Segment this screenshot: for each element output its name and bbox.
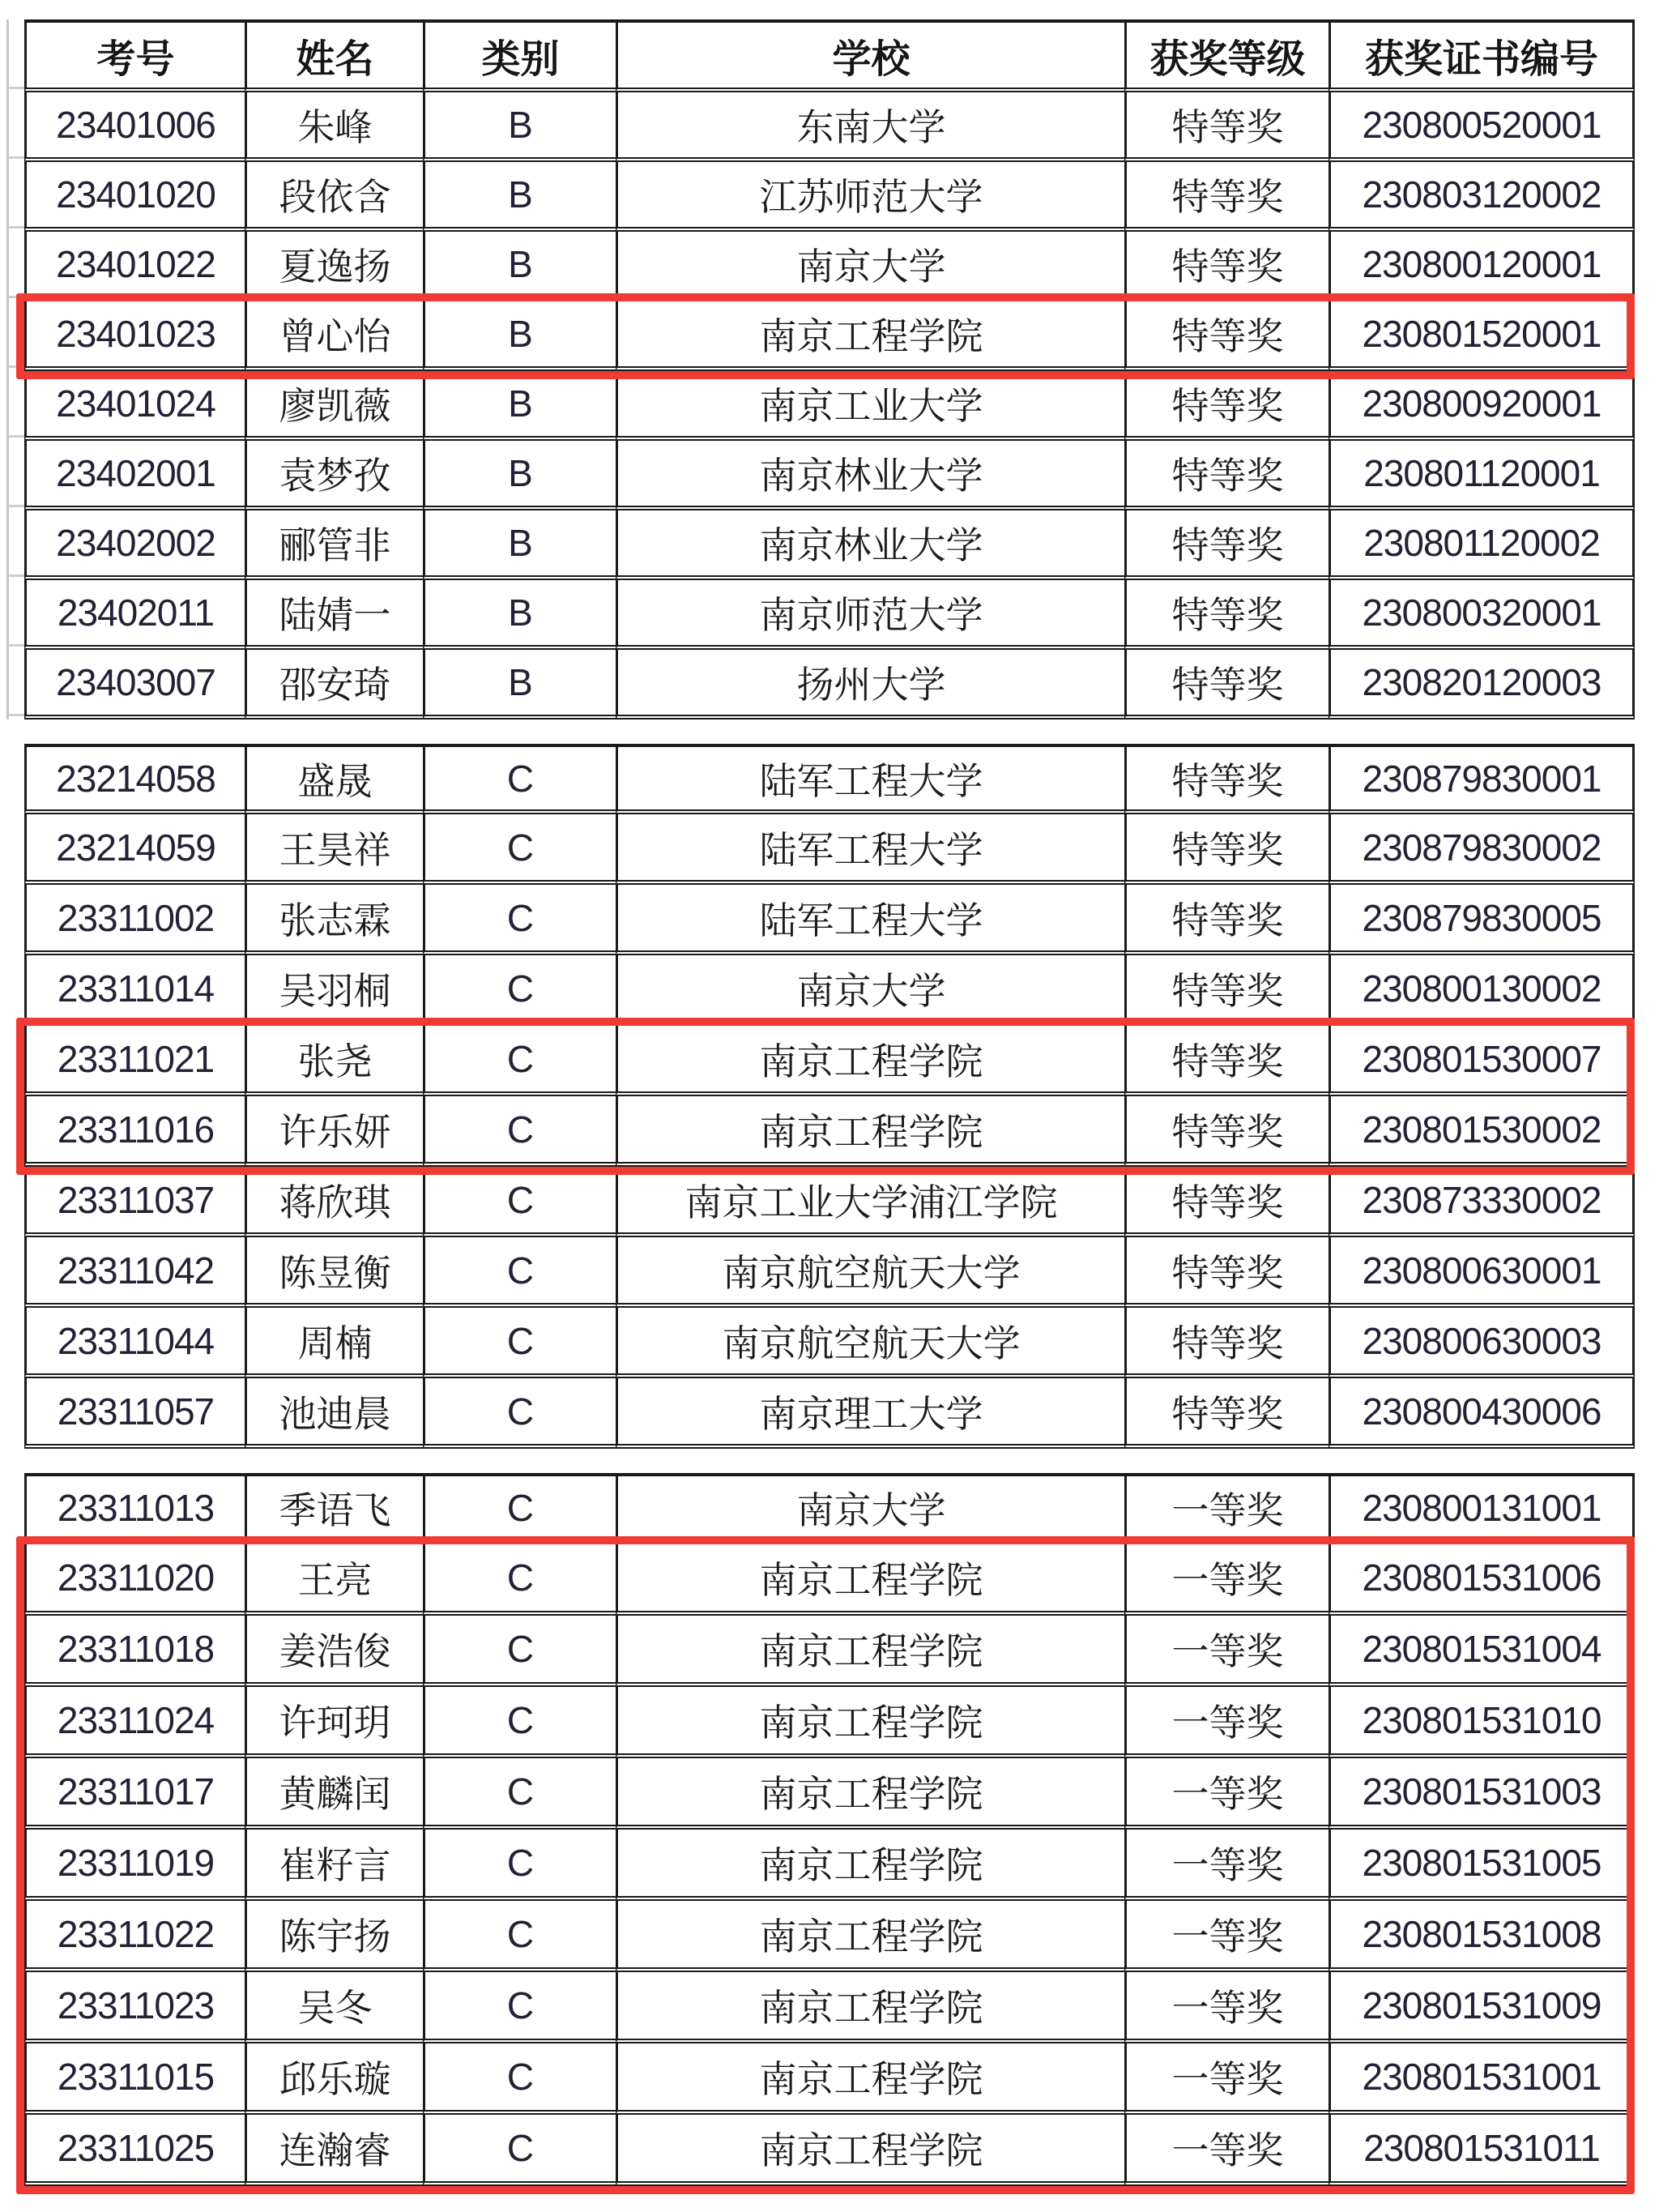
cell-school: 南京工程学院	[616, 1830, 1124, 1901]
cell-certificate-number: 230801531005	[1328, 1830, 1635, 1901]
cell-exam-number: 23311057	[24, 1378, 245, 1449]
cell-certificate-number: 230801531010	[1328, 1687, 1635, 1758]
cell-name: 王昊祥	[245, 814, 423, 885]
cell-category: B	[423, 441, 616, 510]
cell-certificate-number: 230801531004	[1328, 1616, 1635, 1687]
cell-certificate-number: 230800520001	[1328, 92, 1635, 162]
cell-certificate-number: 230879830001	[1328, 744, 1635, 814]
table-row	[24, 1758, 1635, 1830]
cell-certificate-number: 230800120001	[1328, 232, 1635, 301]
cell-award-level: 特等奖	[1124, 1096, 1328, 1167]
table-row	[24, 232, 1635, 301]
cell-school: 扬州大学	[616, 650, 1124, 720]
cell-name: 陆婧一	[245, 580, 423, 650]
cell-certificate-number: 230800131001	[1328, 1473, 1635, 1544]
table-row	[24, 510, 1635, 580]
cell-category: C	[423, 955, 616, 1026]
cell-certificate-number: 230801531009	[1328, 1972, 1635, 2043]
cell-award-level: 一等奖	[1124, 2043, 1328, 2115]
cell-exam-number: 23401023	[24, 301, 245, 371]
cell-award-level: 特等奖	[1124, 1378, 1328, 1449]
cell-school: 江苏师范大学	[616, 162, 1124, 232]
cell-school: 南京工程学院	[616, 1096, 1124, 1167]
cell-certificate-number: 230873330002	[1328, 1167, 1635, 1237]
cell-school: 南京航空航天大学	[616, 1237, 1124, 1308]
cell-name: 朱峰	[245, 92, 423, 162]
cell-award-level: 特等奖	[1124, 371, 1328, 441]
award-table	[24, 1473, 1635, 2186]
cell-name: 袁梦孜	[245, 441, 423, 510]
cell-exam-number: 23311044	[24, 1308, 245, 1378]
cell-award-level: 一等奖	[1124, 1830, 1328, 1901]
cell-certificate-number: 230879830002	[1328, 814, 1635, 885]
cell-name: 张尧	[245, 1026, 423, 1096]
column-header-award-level: 获奖等级	[1124, 19, 1328, 92]
cell-award-level: 特等奖	[1124, 1308, 1328, 1378]
table-row	[24, 814, 1635, 885]
cell-exam-number: 23401020	[24, 162, 245, 232]
cell-certificate-number: 230801531001	[1328, 2043, 1635, 2115]
cell-name: 邱乐璇	[245, 2043, 423, 2115]
cell-name: 陈宇扬	[245, 1901, 423, 1972]
table-row	[24, 371, 1635, 441]
cell-award-level: 特等奖	[1124, 1167, 1328, 1237]
cell-certificate-number: 230800430006	[1328, 1378, 1635, 1449]
table-header-row	[24, 19, 1635, 92]
cell-category: B	[423, 650, 616, 720]
cell-school: 南京工程学院	[616, 1616, 1124, 1687]
cell-certificate-number: 230801530007	[1328, 1026, 1635, 1096]
cell-exam-number: 23311017	[24, 1758, 245, 1830]
cell-category: B	[423, 371, 616, 441]
table-row	[24, 1901, 1635, 1972]
cell-award-level: 特等奖	[1124, 441, 1328, 510]
award-table	[24, 744, 1635, 1449]
cell-award-level: 一等奖	[1124, 1616, 1328, 1687]
cell-category: B	[423, 510, 616, 580]
table-row	[24, 1026, 1635, 1096]
table-row	[24, 1473, 1635, 1544]
cell-school: 南京工程学院	[616, 1901, 1124, 1972]
cell-exam-number: 23311023	[24, 1972, 245, 2043]
cell-name: 周楠	[245, 1308, 423, 1378]
cell-category: C	[423, 2043, 616, 2115]
table-row	[24, 441, 1635, 510]
cell-school: 南京工程学院	[616, 1972, 1124, 2043]
cell-award-level: 一等奖	[1124, 1687, 1328, 1758]
cell-exam-number: 23311025	[24, 2115, 245, 2186]
cell-school: 南京工业大学浦江学院	[616, 1167, 1124, 1237]
cell-category: C	[423, 1758, 616, 1830]
cell-exam-number: 23311016	[24, 1096, 245, 1167]
cell-exam-number: 23403007	[24, 650, 245, 720]
cell-category: C	[423, 1308, 616, 1378]
cell-award-level: 特等奖	[1124, 955, 1328, 1026]
cell-award-level: 特等奖	[1124, 510, 1328, 580]
table-row	[24, 162, 1635, 232]
cell-school: 南京工程学院	[616, 1026, 1124, 1096]
cell-category: C	[423, 1616, 616, 1687]
table-row	[24, 1972, 1635, 2043]
table-row	[24, 1096, 1635, 1167]
cell-name: 王亮	[245, 1544, 423, 1616]
table-row	[24, 1167, 1635, 1237]
cell-school: 南京林业大学	[616, 441, 1124, 510]
cell-school: 南京工程学院	[616, 1687, 1124, 1758]
cell-award-level: 一等奖	[1124, 1473, 1328, 1544]
cell-exam-number: 23311019	[24, 1830, 245, 1901]
cell-exam-number: 23311013	[24, 1473, 245, 1544]
cell-category: B	[423, 92, 616, 162]
cell-award-level: 特等奖	[1124, 1237, 1328, 1308]
award-table	[24, 19, 1635, 720]
cell-name: 蒋欣琪	[245, 1167, 423, 1237]
cell-exam-number: 23311021	[24, 1026, 245, 1096]
cell-name: 吴冬	[245, 1972, 423, 2043]
cell-name: 郦管非	[245, 510, 423, 580]
cell-certificate-number: 230800630001	[1328, 1237, 1635, 1308]
cell-award-level: 特等奖	[1124, 580, 1328, 650]
cell-exam-number: 23311002	[24, 885, 245, 955]
cell-exam-number: 23311015	[24, 2043, 245, 2115]
column-header-name: 姓名	[245, 19, 423, 92]
cell-certificate-number: 230801530002	[1328, 1096, 1635, 1167]
cell-award-level: 一等奖	[1124, 1544, 1328, 1616]
cell-school: 南京工程学院	[616, 1544, 1124, 1616]
table-section-c-first-prize	[24, 1473, 1635, 2186]
cell-name: 夏逸扬	[245, 232, 423, 301]
cell-award-level: 一等奖	[1124, 1972, 1328, 2043]
cell-exam-number: 23402011	[24, 580, 245, 650]
table-row	[24, 1544, 1635, 1616]
cell-award-level: 特等奖	[1124, 301, 1328, 371]
cell-school: 南京理工大学	[616, 1378, 1124, 1449]
cell-school: 南京大学	[616, 232, 1124, 301]
cell-school: 南京工程学院	[616, 1758, 1124, 1830]
cell-exam-number: 23311014	[24, 955, 245, 1026]
cell-award-level: 特等奖	[1124, 162, 1328, 232]
cell-certificate-number: 230800130002	[1328, 955, 1635, 1026]
table-section-c-special-prize	[24, 744, 1635, 1449]
cell-name: 季语飞	[245, 1473, 423, 1544]
cell-name: 池迪晨	[245, 1378, 423, 1449]
cell-exam-number: 23311024	[24, 1687, 245, 1758]
cell-school: 南京工业大学	[616, 371, 1124, 441]
table-row	[24, 1237, 1635, 1308]
table-row	[24, 1830, 1635, 1901]
cell-award-level: 特等奖	[1124, 650, 1328, 720]
cell-exam-number: 23401022	[24, 232, 245, 301]
table-row	[24, 580, 1635, 650]
table-row	[24, 92, 1635, 162]
cell-school: 南京林业大学	[616, 510, 1124, 580]
cell-category: C	[423, 1544, 616, 1616]
cell-category: C	[423, 1026, 616, 1096]
table-row	[24, 1308, 1635, 1378]
cell-school: 南京师范大学	[616, 580, 1124, 650]
cell-award-level: 一等奖	[1124, 1901, 1328, 1972]
cell-certificate-number: 230879830005	[1328, 885, 1635, 955]
cell-certificate-number: 230801531003	[1328, 1758, 1635, 1830]
cell-name: 曾心怡	[245, 301, 423, 371]
column-header-category: 类别	[423, 19, 616, 92]
table-row	[24, 650, 1635, 720]
cell-school: 陆军工程大学	[616, 885, 1124, 955]
cell-exam-number: 23311020	[24, 1544, 245, 1616]
cell-exam-number: 23311037	[24, 1167, 245, 1237]
table-row	[24, 2115, 1635, 2186]
cell-name: 连瀚睿	[245, 2115, 423, 2186]
column-header-exam-number: 考号	[24, 19, 245, 92]
cell-category: C	[423, 1378, 616, 1449]
cell-exam-number: 23402002	[24, 510, 245, 580]
cell-name: 张志霖	[245, 885, 423, 955]
cell-award-level: 特等奖	[1124, 744, 1328, 814]
cell-award-level: 特等奖	[1124, 92, 1328, 162]
cell-category: C	[423, 1096, 616, 1167]
cell-award-level: 一等奖	[1124, 1758, 1328, 1830]
cell-exam-number: 23401024	[24, 371, 245, 441]
table-row	[24, 955, 1635, 1026]
cell-award-level: 一等奖	[1124, 2115, 1328, 2186]
cell-school: 东南大学	[616, 92, 1124, 162]
cell-category: B	[423, 301, 616, 371]
cell-name: 邵安琦	[245, 650, 423, 720]
table-row	[24, 1378, 1635, 1449]
cell-exam-number: 23311042	[24, 1237, 245, 1308]
cell-certificate-number: 230801531006	[1328, 1544, 1635, 1616]
cell-certificate-number: 230801531008	[1328, 1901, 1635, 1972]
cell-name: 吴羽桐	[245, 955, 423, 1026]
cell-award-level: 特等奖	[1124, 814, 1328, 885]
cell-name: 崔籽言	[245, 1830, 423, 1901]
cell-certificate-number: 230820120003	[1328, 650, 1635, 720]
cell-exam-number: 23311018	[24, 1616, 245, 1687]
cell-category: C	[423, 1830, 616, 1901]
cell-certificate-number: 230801120001	[1328, 441, 1635, 510]
cell-name: 黄麟闰	[245, 1758, 423, 1830]
cell-school: 南京工程学院	[616, 2115, 1124, 2186]
column-header-certificate-number: 获奖证书编号	[1328, 19, 1635, 92]
cell-name: 盛晟	[245, 744, 423, 814]
cell-school: 南京工程学院	[616, 301, 1124, 371]
cell-category: C	[423, 814, 616, 885]
table-row	[24, 1616, 1635, 1687]
cell-name: 廖凯薇	[245, 371, 423, 441]
cell-school: 南京大学	[616, 955, 1124, 1026]
cell-exam-number: 23311022	[24, 1901, 245, 1972]
cell-category: C	[423, 1237, 616, 1308]
table-row	[24, 2043, 1635, 2115]
cell-category: C	[423, 885, 616, 955]
cell-category: C	[423, 2115, 616, 2186]
cell-category: C	[423, 1167, 616, 1237]
cell-certificate-number: 230803120002	[1328, 162, 1635, 232]
column-header-school: 学校	[616, 19, 1124, 92]
cell-name: 陈昱衡	[245, 1237, 423, 1308]
cell-category: B	[423, 580, 616, 650]
cell-certificate-number: 230801531011	[1328, 2115, 1635, 2186]
cell-award-level: 特等奖	[1124, 232, 1328, 301]
cell-name: 许乐妍	[245, 1096, 423, 1167]
cell-name: 许珂玥	[245, 1687, 423, 1758]
table-section-b-special-prize	[24, 19, 1635, 720]
table-row	[24, 1687, 1635, 1758]
cell-school: 陆军工程大学	[616, 744, 1124, 814]
cell-exam-number: 23214058	[24, 744, 245, 814]
table-row	[24, 301, 1635, 371]
cell-exam-number: 23214059	[24, 814, 245, 885]
cell-school: 南京航空航天大学	[616, 1308, 1124, 1378]
cell-certificate-number: 230800630003	[1328, 1308, 1635, 1378]
cell-name: 姜浩俊	[245, 1616, 423, 1687]
cell-category: B	[423, 232, 616, 301]
cell-award-level: 特等奖	[1124, 885, 1328, 955]
cell-category: C	[423, 744, 616, 814]
table-row	[24, 885, 1635, 955]
cell-school: 南京工程学院	[616, 2043, 1124, 2115]
cell-category: B	[423, 162, 616, 232]
cell-category: C	[423, 1972, 616, 2043]
cell-category: C	[423, 1901, 616, 1972]
cell-certificate-number: 230800320001	[1328, 580, 1635, 650]
table-row	[24, 744, 1635, 814]
cell-name: 段依含	[245, 162, 423, 232]
cell-exam-number: 23402001	[24, 441, 245, 510]
cell-certificate-number: 230801520001	[1328, 301, 1635, 371]
cell-school: 陆军工程大学	[616, 814, 1124, 885]
cell-certificate-number: 230801120002	[1328, 510, 1635, 580]
cell-award-level: 特等奖	[1124, 1026, 1328, 1096]
cell-category: C	[423, 1473, 616, 1544]
cell-certificate-number: 230800920001	[1328, 371, 1635, 441]
cell-exam-number: 23401006	[24, 92, 245, 162]
cell-category: C	[423, 1687, 616, 1758]
cell-school: 南京大学	[616, 1473, 1124, 1544]
